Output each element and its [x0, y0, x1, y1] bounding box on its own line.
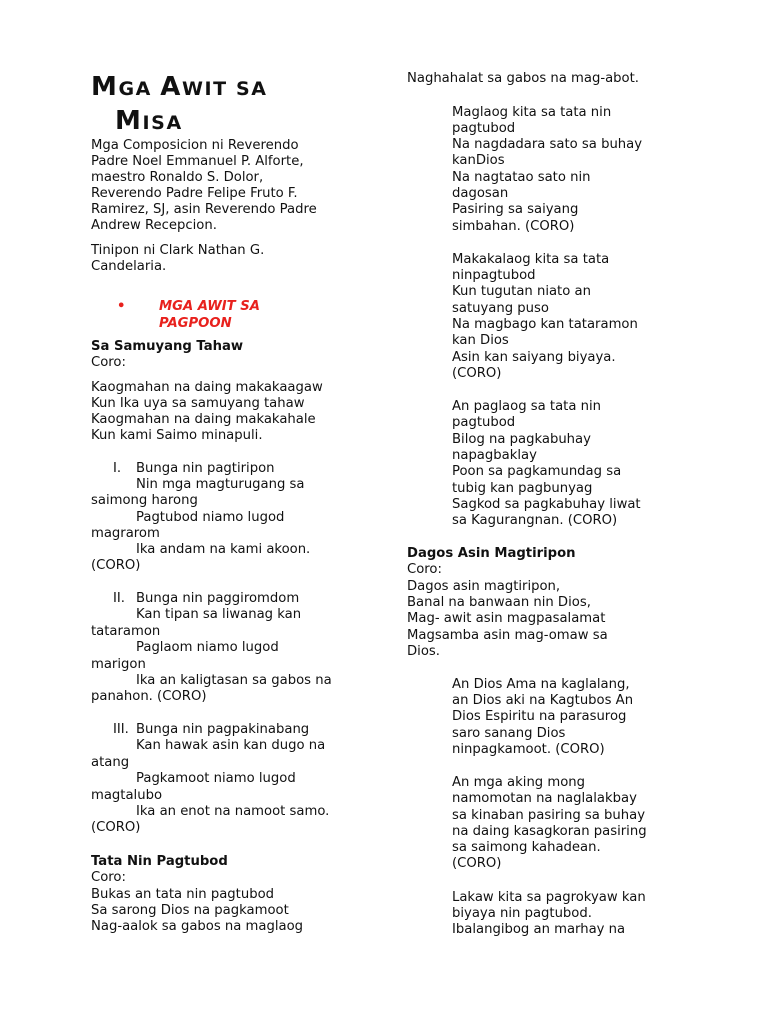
verse-line: Asin kan saiyang biyaya. — [452, 350, 616, 365]
coro-line: Kaogmahan na daing makakahale — [91, 412, 316, 427]
verse-line: sa saimong kahadean. — [452, 840, 601, 855]
verse-line: ninpagtubod — [452, 268, 536, 283]
bullet-icon: • — [117, 299, 126, 314]
verse-line: an Dios aki na Kagtubos An — [452, 693, 634, 708]
title-line-2 — [91, 105, 268, 139]
verse-line: saro sanang Dios — [452, 726, 566, 741]
verse-line: (CORO) — [91, 558, 141, 573]
verse-line: tubig kan pagbunyag — [452, 481, 593, 496]
verse-number: I. — [113, 461, 122, 476]
coro-line: Nag-aalok sa gabos na maglaog — [91, 919, 304, 934]
coro-line: Bukas an tata nin pagtubod — [91, 887, 275, 902]
verse-line: pagtubod — [452, 121, 516, 136]
verse-line: pagtubod — [452, 415, 516, 430]
verse-line: magrarom — [91, 526, 160, 541]
coro-line: Kun Ika uya sa samuyang tahaw — [91, 396, 305, 411]
coro-line: Magsamba asin mag-omaw sa — [407, 628, 608, 643]
verse-line: kan Dios — [452, 333, 509, 348]
song-title: Tata Nin Pagtubod — [91, 854, 228, 869]
verse-line: An Dios Ama na kaglalang, — [452, 677, 630, 692]
verse-line: Ika an enot na namoot samo. — [136, 804, 330, 819]
verse-number: II. — [113, 591, 125, 606]
compiled-line: Candelaria. — [91, 259, 167, 274]
verse-line: Lakaw kita sa pagrokyaw kan — [452, 890, 646, 905]
verse-line: napagbaklay — [452, 448, 537, 463]
verse-line: namomotan na naglalakbay — [452, 791, 637, 806]
verse-line: kanDios — [452, 153, 505, 168]
verse-line: Ika an kaligtasan sa gabos na — [136, 673, 332, 688]
intro-line: Andrew Recepcion. — [91, 218, 217, 233]
section-heading-line: PAGPOON — [159, 316, 232, 331]
verse-line: Nin mga magturugang sa — [136, 477, 305, 492]
verse-line: magtalubo — [91, 788, 163, 803]
verse-line: Paglaom niamo lugod — [136, 640, 279, 655]
verse-line: Pagtubod niamo lugod — [136, 510, 285, 525]
verse-line: Na nagdadara sato sa buhay — [452, 137, 643, 152]
verse-line: dagosan — [452, 186, 509, 201]
coro-line: Sa sarong Dios na pagkamoot — [91, 903, 289, 918]
verse-line: (CORO) — [452, 856, 502, 871]
coro-label: Coro: — [91, 870, 126, 885]
verse-line: (CORO) — [452, 366, 502, 381]
title-text-isa: ISA — [142, 112, 183, 134]
title-cap-a: A — [160, 72, 182, 102]
intro-line: Reverendo Padre Felipe Fruto F. — [91, 186, 298, 201]
intro-line: Ramirez, SJ, asin Reverendo Padre — [91, 202, 317, 217]
verse-line: Pasiring sa saiyang — [452, 202, 579, 217]
verse-line: Bunga nin pagtiripon — [136, 461, 275, 476]
verse-line: marigon — [91, 657, 146, 672]
verse-line: Bunga nin paggiromdom — [136, 591, 300, 606]
verse-number: III. — [113, 722, 129, 737]
page-title — [91, 71, 268, 139]
verse-line: Bunga nin pagpakinabang — [136, 722, 310, 737]
verse-line: Bilog na pagkabuhay — [452, 432, 591, 447]
coro-line: Dagos asin magtiripon, — [407, 579, 561, 594]
verse-line: Makakalaog kita sa tata — [452, 252, 610, 267]
verse-line: biyaya nin pagtubod. — [452, 906, 592, 921]
verse-line: Kan tipan sa liwanag kan — [136, 607, 302, 622]
verse-line: Ika andam na kami akoon. — [136, 542, 311, 557]
verse-line: Kan hawak asin kan dugo na — [136, 738, 326, 753]
section-heading-line: MGA AWIT SA — [159, 299, 260, 314]
section-heading-pagpoon — [117, 298, 260, 332]
coro-line: Kun kami Saimo minapuli. — [91, 428, 263, 443]
verse-line: atang — [91, 755, 130, 770]
compiled-line: Tinipon ni Clark Nathan G. — [91, 243, 265, 258]
verse-line: Sagkod sa pagkabuhay liwat — [452, 497, 641, 512]
verse-line: Na magbago kan tataramon — [452, 317, 638, 332]
verse-line: Poon sa pagkamundag sa — [452, 464, 622, 479]
verse-line: Na nagtatao sato nin — [452, 170, 591, 185]
verse-line: Dios Espiritu na parasurog — [452, 709, 627, 724]
coro-line: Kaogmahan na daing makakaagaw — [91, 380, 323, 395]
song-title: Dagos Asin Magtiripon — [407, 546, 576, 561]
intro-line: Mga Composicion ni Reverendo — [91, 138, 299, 153]
coro-line: Mag- awit asin magpasalamat — [407, 611, 606, 626]
title-text-wit-sa: WIT SA — [181, 78, 268, 100]
verse-line: Kun tugutan niato an — [452, 284, 591, 299]
title-cap-m2: M — [115, 106, 143, 136]
verse-line: simbahan. (CORO) — [452, 219, 575, 234]
verse-line: na daing kasagkoran pasiring — [452, 824, 647, 839]
verse-line: Maglaog kita sa tata nin — [452, 105, 612, 120]
verse-line: (CORO) — [91, 820, 141, 835]
verse-line: saimong harong — [91, 493, 198, 508]
verse-line: tataramon — [91, 624, 161, 639]
coro-label: Coro: — [91, 355, 126, 370]
coro-label: Coro: — [407, 562, 442, 577]
song-title: Sa Samuyang Tahaw — [91, 339, 244, 354]
intro-line: maestro Ronaldo S. Dolor, — [91, 170, 264, 185]
title-text-ga: GA — [118, 78, 161, 100]
coro-line: Dios. — [407, 644, 440, 659]
title-cap-m: M — [91, 72, 119, 102]
verse-line: An mga aking mong — [452, 775, 586, 790]
verse-line: panahon. (CORO) — [91, 689, 207, 704]
coro-line: Naghahalat sa gabos na mag-abot. — [407, 71, 639, 86]
verse-line: sa kinaban pasiring sa buhay — [452, 808, 645, 823]
verse-line: An paglaog sa tata nin — [452, 399, 601, 414]
verse-line: Ibalangibog an marhay na — [452, 922, 626, 937]
verse-line: satuyang puso — [452, 301, 549, 316]
verse-line: Pagkamoot niamo lugod — [136, 771, 296, 786]
intro-line: Padre Noel Emmanuel P. Alforte, — [91, 154, 304, 169]
verse-line: ninpagkamoot. (CORO) — [452, 742, 605, 757]
coro-line: Banal na banwaan nin Dios, — [407, 595, 591, 610]
verse-line: sa Kagurangnan. (CORO) — [452, 513, 618, 528]
